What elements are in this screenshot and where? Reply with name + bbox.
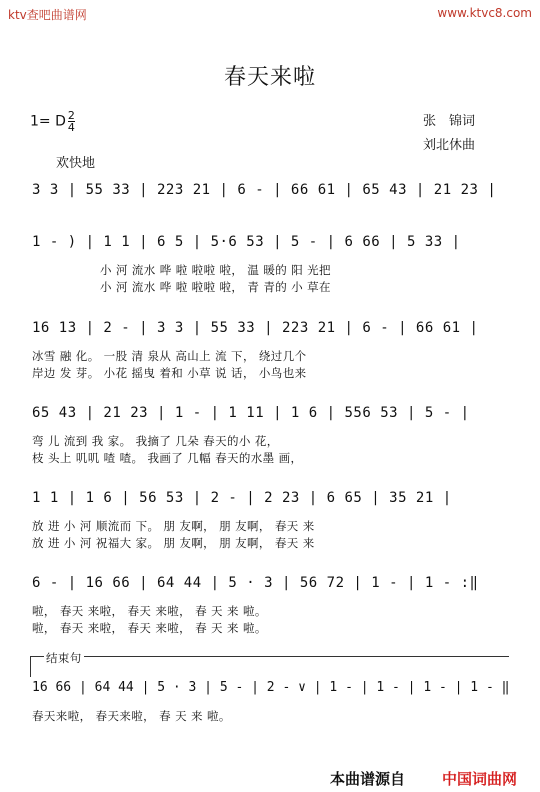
notation-row-3: 16 13 | 2 - | 3 3 | 55 33 | 223 21 | 6 - | 66 61 | bbox=[32, 320, 479, 336]
composer-credit: 刘北休曲 bbox=[423, 138, 476, 153]
time-numerator: 2 bbox=[67, 109, 75, 122]
notation-row-1: 3 3 | 55 33 | 223 21 | 6 - | 66 61 | 65 43 | 21 23 | bbox=[32, 182, 497, 198]
ending-label: 结束句 bbox=[46, 651, 82, 665]
ending-bracket bbox=[30, 656, 509, 677]
lyricist-credit: 张 锦词 bbox=[423, 114, 476, 129]
lyrics-row-2-verse-1: 小 河 流水 哗 啦 啦啦 啦， 温 暖的 阳 光把 bbox=[100, 263, 331, 277]
watermark-left: ktv查吧曲谱网 bbox=[8, 8, 87, 22]
footer-source: 本曲谱源自 bbox=[330, 770, 406, 788]
notation-row-5: 1 1 | 1 6 | 56 53 | 2 - | 2 23 | 6 65 | 35 21 | bbox=[32, 490, 452, 506]
lyrics-row-3-verse-1: 冰雪 融 化。 一股 清 泉从 高山上 流 下， 绕过几个 bbox=[32, 349, 307, 363]
notation-row-4: 65 43 | 21 23 | 1 - | 1 11 | 1 6 | 556 53 | 5 - | bbox=[32, 405, 470, 421]
footer-site: 中国词曲网 bbox=[442, 770, 518, 788]
lyrics-row-5-verse-2: 放 进 小 河 祝福大 家。 朋 友啊， 朋 友啊， 春天 来 bbox=[32, 536, 315, 550]
key-label: 1= D bbox=[30, 113, 66, 130]
notation-row-2: 1 - ) | 1 1 | 6 5 | 5·6 53 | 5 - | 6 66 | 5 33 | bbox=[32, 234, 461, 250]
lyrics-row-4-verse-1: 弯 儿 流到 我 家。 我摘了 几朵 春天的小 花， bbox=[32, 434, 279, 448]
time-signature bbox=[68, 110, 75, 133]
key-signature bbox=[30, 110, 75, 133]
tempo-marking: 欢快地 bbox=[56, 156, 96, 171]
lyrics-row-2-verse-2: 小 河 流水 哗 啦 啦啦 啦， 青 青的 小 草在 bbox=[100, 280, 331, 294]
lyrics-row-4-verse-2: 枝 头上 叽叽 喳 喳。 我画了 几幅 春天的水墨 画， bbox=[32, 451, 303, 465]
time-denominator: 4 bbox=[67, 121, 75, 134]
notation-row-6: 6 - | 16 66 | 64 44 | 5 · 3 | 56 72 | 1 - | 1 - :‖ bbox=[32, 575, 479, 591]
lyrics-row-6-verse-1: 啦， 春天 来啦， 春天 来啦， 春 天 来 啦。 bbox=[32, 604, 267, 618]
lyrics-row-6-verse-2: 啦， 春天 来啦， 春天 来啦， 春 天 来 啦。 bbox=[32, 621, 267, 635]
watermark-right: www.ktvc8.com bbox=[437, 6, 532, 20]
page-title: 春天来啦 bbox=[223, 65, 316, 90]
lyrics-row-7: 春天来啦， 春天来啦， 春 天 来 啦。 bbox=[32, 709, 231, 723]
notation-row-7: 16 66 | 64 44 | 5 · 3 | 5 - | 2 - ∨ | 1 - | 1 - | 1 - | 1 - ‖ bbox=[32, 680, 510, 695]
lyrics-row-3-verse-2: 岸边 发 芽。 小花 摇曳 着和 小草 说 话， 小鸟也来 bbox=[32, 366, 307, 380]
lyrics-row-5-verse-1: 放 进 小 河 顺流而 下。 朋 友啊， 朋 友啊， 春天 来 bbox=[32, 519, 315, 533]
